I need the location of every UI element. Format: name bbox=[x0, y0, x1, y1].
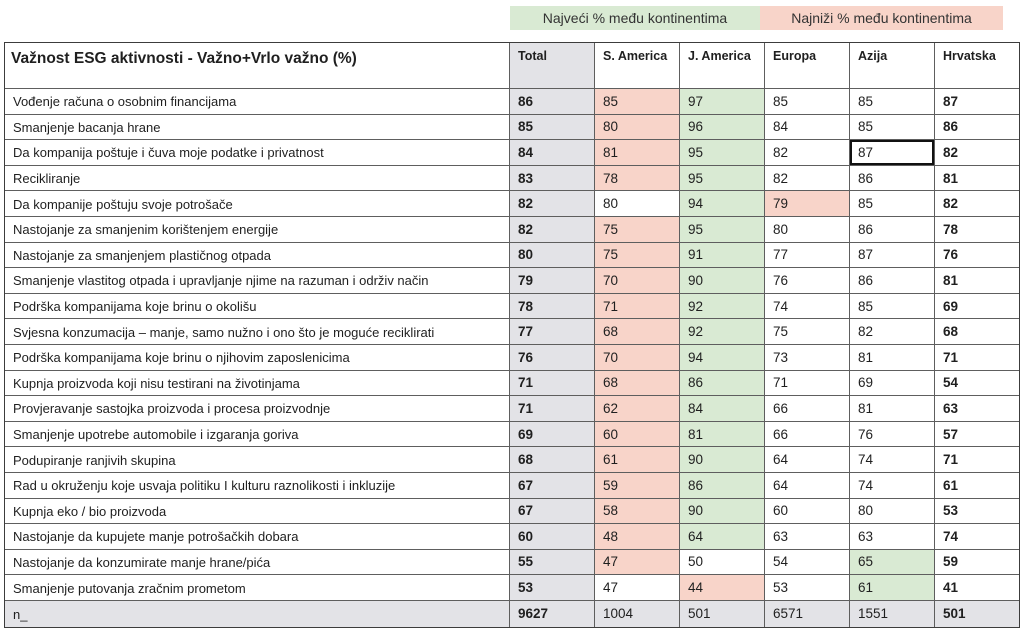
column-header-azija: Azija bbox=[850, 43, 935, 89]
value-hrvatska: 76 bbox=[935, 243, 1019, 269]
column-header-s-america: S. America bbox=[595, 43, 680, 89]
value-azija: 74 bbox=[850, 447, 935, 473]
row-label: Podupiranje ranjivih skupina bbox=[5, 447, 510, 473]
value-total: 80 bbox=[510, 243, 595, 269]
value-hrvatska: 63 bbox=[935, 396, 1019, 422]
value-total: 83 bbox=[510, 166, 595, 192]
value-europa: 75 bbox=[765, 319, 850, 345]
value-hrvatska: 69 bbox=[935, 294, 1019, 320]
row-label: Da kompanije poštuju svoje potrošače bbox=[5, 191, 510, 217]
row-label: Podrška kompanijama koje brinu o okolišu bbox=[5, 294, 510, 320]
value-j-america: 81 bbox=[680, 422, 765, 448]
column-header-europa: Europa bbox=[765, 43, 850, 89]
value-azija: 74 bbox=[850, 473, 935, 499]
row-label: Nastojanje za smanjenim korištenjem energije bbox=[5, 217, 510, 243]
value-hrvatska: 61 bbox=[935, 473, 1019, 499]
value-total: 77 bbox=[510, 319, 595, 345]
table-header-row bbox=[5, 43, 1019, 89]
value-total: 84 bbox=[510, 140, 595, 166]
value-j-america: 86 bbox=[680, 473, 765, 499]
value-europa: 54 bbox=[765, 550, 850, 576]
value-total: 60 bbox=[510, 524, 595, 550]
sample-size-j-america: 501 bbox=[680, 601, 765, 627]
value-azija: 80 bbox=[850, 499, 935, 525]
value-azija: 76 bbox=[850, 422, 935, 448]
value-s-america: 47 bbox=[595, 575, 680, 601]
sample-size-s-america: 1004 bbox=[595, 601, 680, 627]
value-europa: 76 bbox=[765, 268, 850, 294]
value-s-america: 70 bbox=[595, 345, 680, 371]
value-total: 78 bbox=[510, 294, 595, 320]
table-title: Važnost ESG aktivnosti - Važno+Vrlo važno (%) bbox=[5, 43, 510, 89]
value-hrvatska: 82 bbox=[935, 191, 1019, 217]
row-label: Recikliranje bbox=[5, 166, 510, 192]
value-s-america: 62 bbox=[595, 396, 680, 422]
value-total: 53 bbox=[510, 575, 595, 601]
value-total: 82 bbox=[510, 191, 595, 217]
table-row bbox=[5, 371, 1019, 397]
value-total: 85 bbox=[510, 115, 595, 141]
esg-importance-table bbox=[4, 42, 1020, 628]
legend-lowest-percent: Najniži % među kontinentima bbox=[760, 6, 1003, 30]
value-azija: 85 bbox=[850, 294, 935, 320]
value-j-america: 94 bbox=[680, 191, 765, 217]
value-j-america: 96 bbox=[680, 115, 765, 141]
value-total: 82 bbox=[510, 217, 595, 243]
value-s-america: 78 bbox=[595, 166, 680, 192]
value-total: 67 bbox=[510, 499, 595, 525]
row-label: Podrška kompanijama koje brinu o njihovim zaposlenicima bbox=[5, 345, 510, 371]
row-label: Smanjenje bacanja hrane bbox=[5, 115, 510, 141]
value-s-america: 47 bbox=[595, 550, 680, 576]
value-hrvatska: 41 bbox=[935, 575, 1019, 601]
row-label: Kupnja proizvoda koji nisu testirani na životinjama bbox=[5, 371, 510, 397]
table-footer-row bbox=[5, 601, 1019, 627]
value-azija: 63 bbox=[850, 524, 935, 550]
table-row bbox=[5, 89, 1019, 115]
value-total: 71 bbox=[510, 371, 595, 397]
value-s-america: 48 bbox=[595, 524, 680, 550]
sample-size-hrvatska: 501 bbox=[935, 601, 1019, 627]
value-j-america: 86 bbox=[680, 371, 765, 397]
value-europa: 53 bbox=[765, 575, 850, 601]
sample-size-europa: 6571 bbox=[765, 601, 850, 627]
table-row bbox=[5, 268, 1019, 294]
value-j-america: 95 bbox=[680, 166, 765, 192]
value-europa: 82 bbox=[765, 166, 850, 192]
value-total: 55 bbox=[510, 550, 595, 576]
row-label: Da kompanija poštuje i čuva moje podatke i privatnost bbox=[5, 140, 510, 166]
row-label: Nastojanje da konzumirate manje hrane/pića bbox=[5, 550, 510, 576]
value-s-america: 59 bbox=[595, 473, 680, 499]
table-row bbox=[5, 243, 1019, 269]
value-s-america: 71 bbox=[595, 294, 680, 320]
value-s-america: 61 bbox=[595, 447, 680, 473]
value-azija: 86 bbox=[850, 217, 935, 243]
row-label: Nastojanje da kupujete manje potrošačkih dobara bbox=[5, 524, 510, 550]
value-azija: 85 bbox=[850, 115, 935, 141]
table-row bbox=[5, 140, 1019, 166]
value-europa: 63 bbox=[765, 524, 850, 550]
value-hrvatska: 78 bbox=[935, 217, 1019, 243]
table-row bbox=[5, 115, 1019, 141]
row-label: Vođenje računa o osobnim financijama bbox=[5, 89, 510, 115]
table-row bbox=[5, 550, 1019, 576]
sample-size-total: 9627 bbox=[510, 601, 595, 627]
table-row bbox=[5, 575, 1019, 601]
value-azija: 86 bbox=[850, 268, 935, 294]
row-label: Smanjenje putovanja zračnim prometom bbox=[5, 575, 510, 601]
value-europa: 66 bbox=[765, 396, 850, 422]
value-azija: 61 bbox=[850, 575, 935, 601]
value-hrvatska: 82 bbox=[935, 140, 1019, 166]
value-j-america: 91 bbox=[680, 243, 765, 269]
row-label: Nastojanje za smanjenjem plastičnog otpada bbox=[5, 243, 510, 269]
table-row bbox=[5, 524, 1019, 550]
row-label: Svjesna konzumacija – manje, samo nužno i ono što je moguće reciklirati bbox=[5, 319, 510, 345]
value-total: 67 bbox=[510, 473, 595, 499]
value-j-america: 92 bbox=[680, 319, 765, 345]
row-label: Smanjenje upotrebe automobile i izgaranja goriva bbox=[5, 422, 510, 448]
value-hrvatska: 81 bbox=[935, 166, 1019, 192]
value-s-america: 70 bbox=[595, 268, 680, 294]
value-europa: 66 bbox=[765, 422, 850, 448]
value-europa: 85 bbox=[765, 89, 850, 115]
table-row bbox=[5, 294, 1019, 320]
value-s-america: 80 bbox=[595, 115, 680, 141]
table-row bbox=[5, 319, 1019, 345]
row-label: Rad u okruženju koje usvaja politiku I kulturu raznolikosti i inkluzije bbox=[5, 473, 510, 499]
value-hrvatska: 81 bbox=[935, 268, 1019, 294]
value-total: 68 bbox=[510, 447, 595, 473]
value-azija: 82 bbox=[850, 319, 935, 345]
sample-size-azija: 1551 bbox=[850, 601, 935, 627]
value-europa: 80 bbox=[765, 217, 850, 243]
column-header-j-america: J. America bbox=[680, 43, 765, 89]
value-j-america: 84 bbox=[680, 396, 765, 422]
table-row bbox=[5, 345, 1019, 371]
table-row bbox=[5, 422, 1019, 448]
value-europa: 79 bbox=[765, 191, 850, 217]
value-azija: 81 bbox=[850, 396, 935, 422]
value-s-america: 85 bbox=[595, 89, 680, 115]
legend-highest-percent: Najveći % među kontinentima bbox=[510, 6, 760, 30]
value-hrvatska: 71 bbox=[935, 345, 1019, 371]
value-j-america: 94 bbox=[680, 345, 765, 371]
value-europa: 82 bbox=[765, 140, 850, 166]
value-azija: 87 bbox=[850, 243, 935, 269]
value-j-america: 64 bbox=[680, 524, 765, 550]
value-total: 79 bbox=[510, 268, 595, 294]
value-s-america: 81 bbox=[595, 140, 680, 166]
value-j-america: 90 bbox=[680, 268, 765, 294]
legend bbox=[510, 6, 1003, 30]
value-azija: 85 bbox=[850, 191, 935, 217]
value-s-america: 60 bbox=[595, 422, 680, 448]
value-j-america: 90 bbox=[680, 499, 765, 525]
value-hrvatska: 86 bbox=[935, 115, 1019, 141]
value-s-america: 68 bbox=[595, 371, 680, 397]
value-j-america: 50 bbox=[680, 550, 765, 576]
value-j-america: 95 bbox=[680, 217, 765, 243]
value-j-america: 92 bbox=[680, 294, 765, 320]
value-j-america: 90 bbox=[680, 447, 765, 473]
value-hrvatska: 68 bbox=[935, 319, 1019, 345]
value-azija: 87 bbox=[850, 140, 935, 166]
value-j-america: 95 bbox=[680, 140, 765, 166]
value-europa: 64 bbox=[765, 473, 850, 499]
value-azija: 65 bbox=[850, 550, 935, 576]
table-row bbox=[5, 191, 1019, 217]
value-europa: 71 bbox=[765, 371, 850, 397]
value-azija: 85 bbox=[850, 89, 935, 115]
table-row bbox=[5, 499, 1019, 525]
value-hrvatska: 74 bbox=[935, 524, 1019, 550]
value-europa: 60 bbox=[765, 499, 850, 525]
value-hrvatska: 87 bbox=[935, 89, 1019, 115]
value-azija: 81 bbox=[850, 345, 935, 371]
value-azija: 69 bbox=[850, 371, 935, 397]
value-j-america: 44 bbox=[680, 575, 765, 601]
table-row bbox=[5, 473, 1019, 499]
value-s-america: 75 bbox=[595, 217, 680, 243]
table-row bbox=[5, 396, 1019, 422]
table-row bbox=[5, 447, 1019, 473]
value-europa: 73 bbox=[765, 345, 850, 371]
value-europa: 74 bbox=[765, 294, 850, 320]
value-s-america: 68 bbox=[595, 319, 680, 345]
value-s-america: 80 bbox=[595, 191, 680, 217]
value-total: 76 bbox=[510, 345, 595, 371]
value-azija: 86 bbox=[850, 166, 935, 192]
value-total: 71 bbox=[510, 396, 595, 422]
value-total: 69 bbox=[510, 422, 595, 448]
value-s-america: 58 bbox=[595, 499, 680, 525]
value-hrvatska: 53 bbox=[935, 499, 1019, 525]
value-hrvatska: 71 bbox=[935, 447, 1019, 473]
value-hrvatska: 54 bbox=[935, 371, 1019, 397]
table-row bbox=[5, 166, 1019, 192]
value-europa: 64 bbox=[765, 447, 850, 473]
column-header-total: Total bbox=[510, 43, 595, 89]
table-row bbox=[5, 217, 1019, 243]
sample-size-label: n_ bbox=[5, 601, 510, 627]
value-europa: 84 bbox=[765, 115, 850, 141]
column-header-hrvatska: Hrvatska bbox=[935, 43, 1019, 89]
row-label: Smanjenje vlastitog otpada i upravljanje njime na razuman i održiv način bbox=[5, 268, 510, 294]
value-total: 86 bbox=[510, 89, 595, 115]
value-europa: 77 bbox=[765, 243, 850, 269]
value-j-america: 97 bbox=[680, 89, 765, 115]
row-label: Kupnja eko / bio proizvoda bbox=[5, 499, 510, 525]
row-label: Provjeravanje sastojka proizvoda i procesa proizvodnje bbox=[5, 396, 510, 422]
value-hrvatska: 59 bbox=[935, 550, 1019, 576]
value-s-america: 75 bbox=[595, 243, 680, 269]
value-hrvatska: 57 bbox=[935, 422, 1019, 448]
